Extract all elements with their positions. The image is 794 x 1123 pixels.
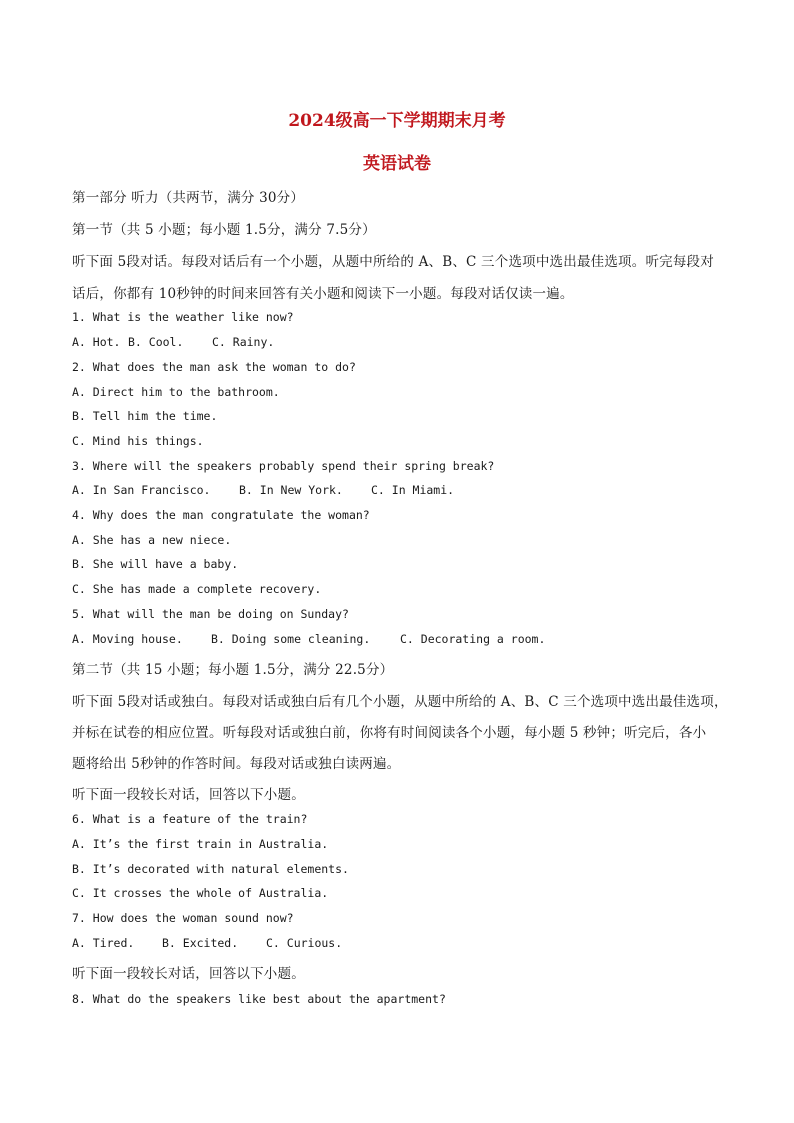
question-2-option-a: A. Direct him to the bathroom. xyxy=(72,385,280,399)
section1-heading: 第一节（共 5 小题；每小题 1.5分，满分 7.5分） xyxy=(72,222,376,238)
option-a: A. Hot. xyxy=(72,335,121,349)
question-4-option-b: B. She will have a baby. xyxy=(72,557,239,571)
question-8: 8. What do the speakers like best about the apartment? xyxy=(72,992,446,1006)
question-1: 1. What is the weather like now? xyxy=(72,310,294,324)
question-6-option-c: C. It crosses the whole of Australia. xyxy=(72,886,329,900)
question-1-options xyxy=(72,335,274,349)
question-2-option-c: C. Mind his things. xyxy=(72,434,204,448)
option-a: A. Moving house. xyxy=(72,632,183,646)
question-6: 6. What is a feature of the train? xyxy=(72,812,308,826)
option-c: C. Curious. xyxy=(266,936,343,950)
section1-instruction: 听下面 5段对话。每段对话后有一个小题，从题中所给的 A、B、C 三个选项中选出最佳选项。听完每段对 xyxy=(72,254,714,270)
question-5: 5. What will the man be doing on Sunday? xyxy=(72,607,349,621)
question-2-option-b: B. Tell him the time. xyxy=(72,409,218,423)
section2-instruction: 听下面 5段对话或独白。每段对话或独白后有几个小题，从题中所给的 A、B、C 三个选项中选出最佳选项， xyxy=(72,694,728,710)
option-a: A. Tired. xyxy=(72,936,135,950)
question-2: 2. What does the man ask the woman to do? xyxy=(72,360,356,374)
dialogue-intro: 听下面一段较长对话，回答以下小题。 xyxy=(72,787,305,803)
question-5-options xyxy=(72,632,545,646)
section2-instruction: 并标在试卷的相应位置。听每段对话或独白前，你将有时间阅读各个小题，每小题 5 秒钟；听完后，各小 xyxy=(72,725,707,741)
option-c: C. Rainy. xyxy=(212,335,275,349)
option-b: B. In New York. xyxy=(239,483,343,497)
exam-title: 2024级高一下学期期末月考 xyxy=(288,111,506,131)
option-b: B. Cool. xyxy=(128,335,184,349)
question-4-option-c: C. She has made a complete recovery. xyxy=(72,582,322,596)
question-4: 4. Why does the man congratulate the woman? xyxy=(72,508,370,522)
option-a: A. In San Francisco. xyxy=(72,483,211,497)
question-6-option-b: B. It’s decorated with natural elements. xyxy=(72,862,349,876)
section2-instruction: 题将给出 5秒钟的作答时间。每段对话或独白读两遍。 xyxy=(72,756,401,772)
section1-instruction: 话后，你都有 10秒钟的时间来回答有关小题和阅读下一小题。每段对话仅读一遍。 xyxy=(72,286,574,302)
question-4-option-a: A. She has a new niece. xyxy=(72,533,232,547)
question-3: 3. Where will the speakers probably spend their spring break? xyxy=(72,459,495,473)
dialogue-intro: 听下面一段较长对话，回答以下小题。 xyxy=(72,966,305,982)
option-c: C. Decorating a room. xyxy=(400,632,546,646)
section2-heading: 第二节（共 15 小题；每小题 1.5分，满分 22.5分） xyxy=(72,662,394,678)
option-b: B. Doing some cleaning. xyxy=(211,632,371,646)
question-7: 7. How does the woman sound now? xyxy=(72,911,294,925)
question-3-options xyxy=(72,483,454,497)
question-6-option-a: A. It’s the first train in Australia. xyxy=(72,837,329,851)
question-7-options xyxy=(72,936,342,950)
option-b: B. Excited. xyxy=(162,936,239,950)
exam-subtitle: 英语试卷 xyxy=(363,154,431,174)
part1-heading: 第一部分 听力（共两节，满分 30分） xyxy=(72,190,305,206)
option-c: C. In Miami. xyxy=(371,483,455,497)
